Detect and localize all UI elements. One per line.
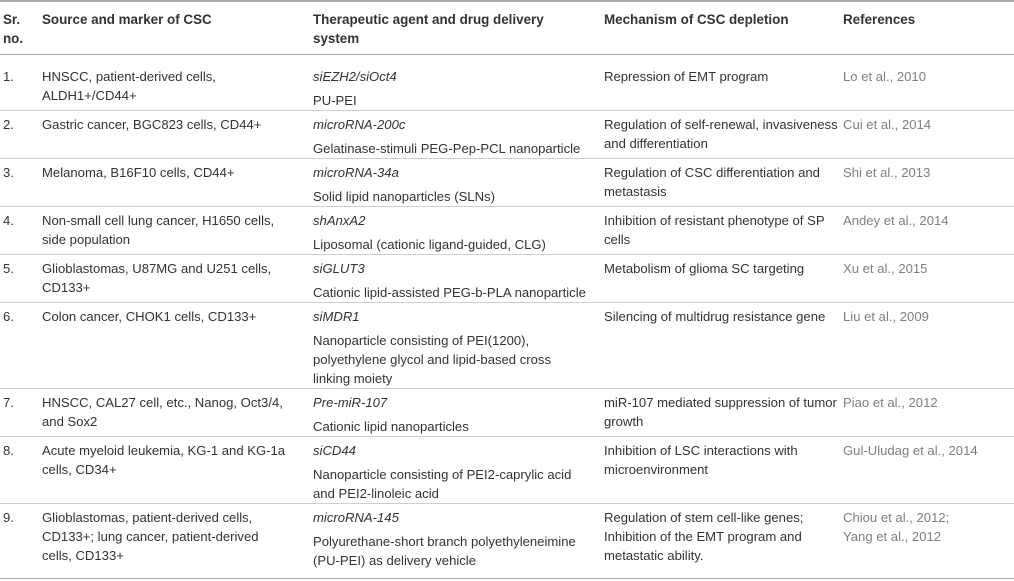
reference-text: Yang et al., 2012 xyxy=(843,529,942,544)
source-text: and Sox2 xyxy=(42,414,98,429)
source-text: Colon cancer, CHOK1 cells, CD133+ xyxy=(42,309,257,324)
therapeutic-agent: siCD44 xyxy=(313,443,356,458)
source-text: cells, CD34+ xyxy=(42,462,117,477)
reference-text: Andey et al., 2014 xyxy=(843,213,949,228)
row-number: 9. xyxy=(3,510,14,525)
delivery-system: (PU-PEI) as delivery vehicle xyxy=(313,553,476,568)
row-divider xyxy=(0,503,1014,504)
row-divider xyxy=(0,388,1014,389)
mechanism-text: and differentiation xyxy=(604,136,708,151)
reference-text: Xu et al., 2015 xyxy=(843,261,928,276)
mechanism-text: Inhibition of the EMT program and xyxy=(604,529,802,544)
table-top-rule xyxy=(0,0,1014,2)
delivery-system: and PEI2-linoleic acid xyxy=(313,486,439,501)
source-text: Glioblastomas, U87MG and U251 cells, xyxy=(42,261,272,276)
delivery-system: PU-PEI xyxy=(313,93,357,108)
therapeutic-agent: microRNA-145 xyxy=(313,510,399,525)
row-number: 5. xyxy=(3,261,14,276)
row-number: 8. xyxy=(3,443,14,458)
source-text: Melanoma, B16F10 cells, CD44+ xyxy=(42,165,235,180)
header-references: References xyxy=(843,12,916,27)
row-number: 1. xyxy=(3,69,14,84)
source-text: Non-small cell lung cancer, H1650 cells, xyxy=(42,213,275,228)
row-divider xyxy=(0,206,1014,207)
header-sr-no: Sr. no. xyxy=(3,12,24,46)
mechanism-text: Inhibition of resistant phenotype of SP xyxy=(604,213,825,228)
delivery-system: Cationic lipid-assisted PEG-b-PLA nanoparticle xyxy=(313,285,586,300)
mechanism-text: Metabolism of glioma SC targeting xyxy=(604,261,805,276)
row-divider xyxy=(0,110,1014,111)
therapeutic-agent: microRNA-34a xyxy=(313,165,399,180)
mechanism-text: Silencing of multidrug resistance gene xyxy=(604,309,826,324)
source-text: HNSCC, patient-derived cells, xyxy=(42,69,216,84)
reference-text: Chiou et al., 2012; xyxy=(843,510,950,525)
delivery-system: linking moiety xyxy=(313,371,393,386)
row-divider xyxy=(0,436,1014,437)
therapeutic-agent: siGLUT3 xyxy=(313,261,365,276)
row-number: 2. xyxy=(3,117,14,132)
mechanism-text: Inhibition of LSC interactions with xyxy=(604,443,798,458)
delivery-system: Liposomal (cationic ligand-guided, CLG) xyxy=(313,237,546,252)
therapeutic-agent: siMDR1 xyxy=(313,309,360,324)
therapeutic-agent: siEZH2/siOct4 xyxy=(313,69,397,84)
reference-text: Lo et al., 2010 xyxy=(843,69,926,84)
row-number: 3. xyxy=(3,165,14,180)
mechanism-text: Regulation of stem cell-like genes; xyxy=(604,510,804,525)
mechanism-text: miR-107 mediated suppression of tumor xyxy=(604,395,837,410)
mechanism-text: cells xyxy=(604,232,631,247)
header-source: Source and marker of CSC xyxy=(42,12,212,27)
reference-text: Gul-Uludag et al., 2014 xyxy=(843,443,978,458)
header-agent: Therapeutic agent and drug delivery system xyxy=(313,12,544,46)
delivery-system: Cationic lipid nanoparticles xyxy=(313,419,469,434)
mechanism-text: metastasis xyxy=(604,184,667,199)
row-number: 4. xyxy=(3,213,14,228)
mechanism-text: growth xyxy=(604,414,644,429)
delivery-system: Solid lipid nanoparticles (SLNs) xyxy=(313,189,495,204)
header-mechanism: Mechanism of CSC depletion xyxy=(604,12,789,27)
delivery-system: Nanoparticle consisting of PEI(1200), xyxy=(313,333,530,348)
source-text: Acute myeloid leukemia, KG-1 and KG-1a xyxy=(42,443,286,458)
mechanism-text: microenvironment xyxy=(604,462,709,477)
mechanism-text: Regulation of CSC differentiation and xyxy=(604,165,820,180)
row-divider xyxy=(0,302,1014,303)
row-number: 7. xyxy=(3,395,14,410)
row-number: 6. xyxy=(3,309,14,324)
source-text: ALDH1+/CD44+ xyxy=(42,88,137,103)
therapeutic-agent: microRNA-200c xyxy=(313,117,406,132)
delivery-system: Polyurethane-short branch polyethyleneimine xyxy=(313,534,576,549)
source-text: side population xyxy=(42,232,131,247)
delivery-system: Nanoparticle consisting of PEI2-caprylic acid xyxy=(313,467,572,482)
header-rule xyxy=(0,54,1014,55)
reference-text: Piao et al., 2012 xyxy=(843,395,938,410)
source-text: HNSCC, CAL27 cell, etc., Nanog, Oct3/4, xyxy=(42,395,283,410)
source-text: CD133+; lung cancer, patient-derived xyxy=(42,529,259,544)
source-text: CD133+ xyxy=(42,280,91,295)
delivery-system: Gelatinase-stimuli PEG-Pep-PCL nanoparticle xyxy=(313,141,581,156)
reference-text: Cui et al., 2014 xyxy=(843,117,932,132)
delivery-system: polyethylene glycol and lipid-based cross xyxy=(313,352,552,367)
therapeutic-agent: shAnxA2 xyxy=(313,213,366,228)
source-text: cells, CD133+ xyxy=(42,548,124,563)
reference-text: Shi et al., 2013 xyxy=(843,165,931,180)
source-text: Gastric cancer, BGC823 cells, CD44+ xyxy=(42,117,262,132)
mechanism-text: Repression of EMT program xyxy=(604,69,769,84)
row-divider xyxy=(0,158,1014,159)
mechanism-text: Regulation of self-renewal, invasiveness xyxy=(604,117,838,132)
therapeutic-agent: Pre-miR-107 xyxy=(313,395,388,410)
table-bottom-rule xyxy=(0,578,1014,579)
row-divider xyxy=(0,254,1014,255)
mechanism-text: metastatic ability. xyxy=(604,548,704,563)
reference-text: Liu et al., 2009 xyxy=(843,309,929,324)
source-text: Glioblastomas, patient-derived cells, xyxy=(42,510,253,525)
